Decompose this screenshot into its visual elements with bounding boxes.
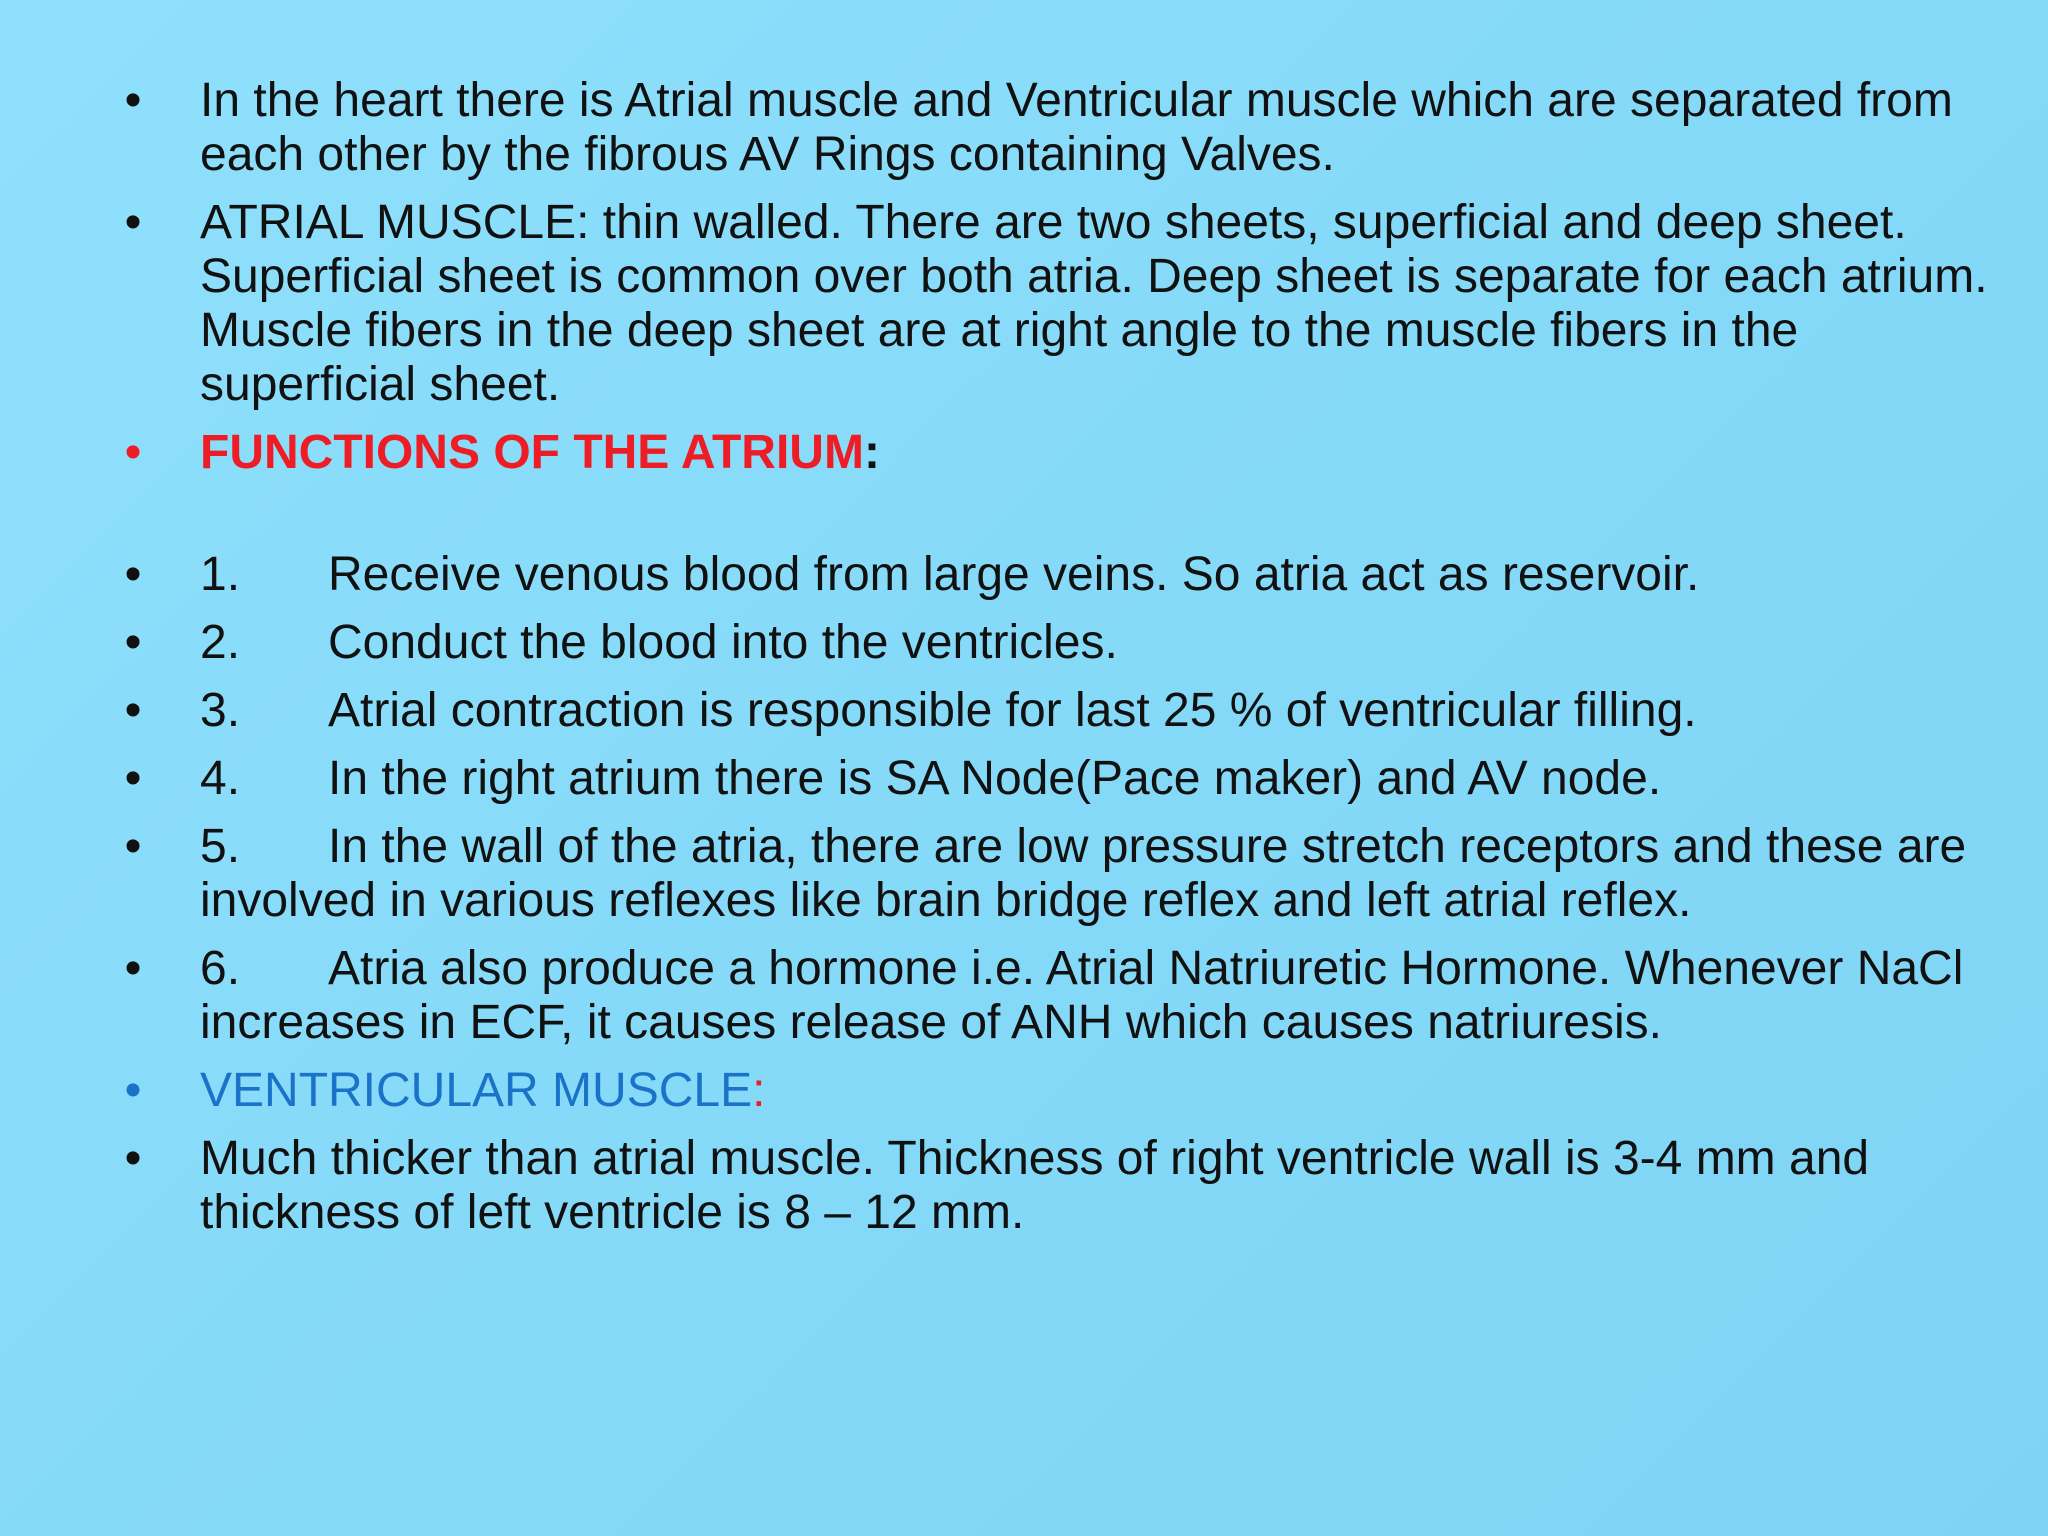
bullet-item-ventricular-thickness (118, 1132, 2018, 1240)
bullet-text: Atrial contraction is responsible for last 25 % of ventricular filling. (328, 684, 1697, 737)
bullet-icon: • (124, 820, 142, 873)
bullet-item-function-1 (118, 548, 2018, 602)
item-number: 2. (200, 616, 241, 669)
bullet-icon: • (124, 616, 142, 669)
bullet-icon: • (124, 942, 142, 995)
bullet-item-function-5 (118, 820, 2018, 928)
bullet-text: Atria also produce a hormone i.e. Atrial Natriuretic Hormone. Whenever NaCl increases in ECF, it causes release of ANH which causes natriuresis. (200, 942, 1964, 1049)
bullet-item-atrial-muscle (118, 196, 2018, 412)
spacer (118, 494, 2018, 548)
bullet-text: ATRIAL MUSCLE: thin walled. There are two sheets, superficial and deep sheet. Superficial sheet is common over both atria. Deep sheet is separate for each atrium. Muscle fibers in the deep sheet are at right angle to the muscle fibers in the superficial sheet. (200, 196, 1988, 411)
bullet-item-function-4 (118, 752, 2018, 806)
heading-colon: : (863, 426, 880, 479)
bullet-text: Conduct the blood into the ventricles. (328, 616, 1118, 669)
bullet-item-function-6 (118, 942, 2018, 1050)
bullet-list (118, 74, 2018, 1254)
bullet-item-heart-intro (118, 74, 2018, 182)
item-number: 6. (200, 942, 241, 995)
section-heading-ventricular: VENTRICULAR MUSCLE (200, 1064, 753, 1117)
bullet-icon: • (124, 1132, 142, 1185)
bullet-text: In the heart there is Atrial muscle and Ventricular muscle which are separated from each other by the fibrous AV Rings containing Valves. (200, 74, 1953, 181)
bullet-icon: • (124, 752, 142, 805)
bullet-icon: • (124, 196, 142, 249)
item-number: 5. (200, 820, 241, 873)
bullet-icon: • (124, 426, 142, 479)
bullet-item-ventricular-heading (118, 1064, 2018, 1118)
bullet-icon: • (124, 684, 142, 737)
item-number: 3. (200, 684, 241, 737)
item-number: 4. (200, 752, 241, 805)
bullet-item-function-2 (118, 616, 2018, 670)
bullet-icon: • (124, 74, 142, 127)
bullet-text: Receive venous blood from large veins. So atria act as reservoir. (328, 548, 1700, 601)
bullet-text: Much thicker than atrial muscle. Thickness of right ventricle wall is 3-4 mm and thickness of left ventricle is 8 – 12 mm. (200, 1132, 1870, 1239)
bullet-icon: • (124, 548, 142, 601)
bullet-item-functions-heading (118, 426, 2018, 480)
section-heading-functions: FUNCTIONS OF THE ATRIUM (200, 426, 864, 479)
item-number: 1. (200, 548, 241, 601)
bullet-text: In the wall of the atria, there are low pressure stretch receptors and these are involved in various reflexes like brain bridge reflex and left atrial reflex. (200, 820, 1967, 927)
bullet-icon: • (124, 1064, 142, 1117)
bullet-item-function-3 (118, 684, 2018, 738)
bullet-text: In the right atrium there is SA Node(Pace maker) and AV node. (328, 752, 1662, 805)
heading-colon: : (752, 1064, 766, 1117)
